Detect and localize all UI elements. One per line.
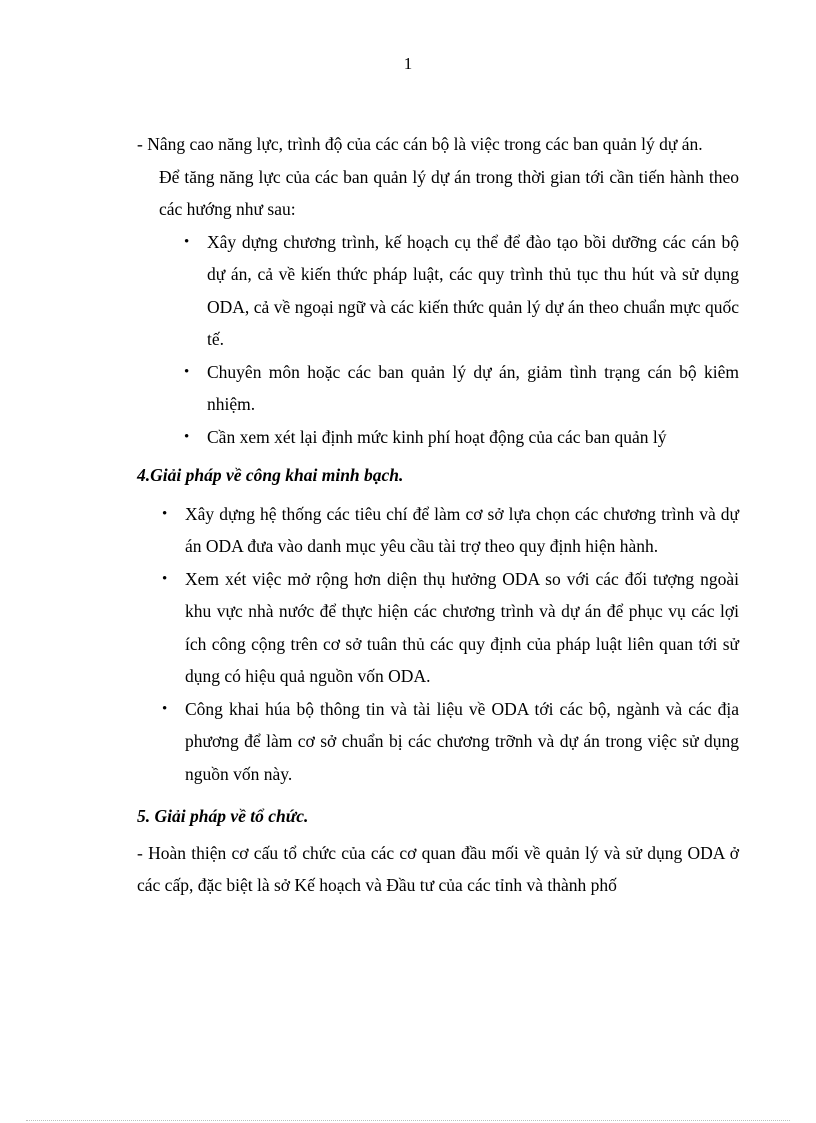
section-heading-5: 5. Giải pháp về tổ chức. bbox=[137, 806, 309, 826]
page-bottom-rule bbox=[26, 1120, 790, 1121]
list-item bbox=[137, 563, 739, 693]
document-body bbox=[137, 128, 739, 902]
capacity-bullet-list bbox=[159, 226, 739, 454]
list-item-text: Xem xét việc mở rộng hơn diện thụ hưởng ODA so với các đối tượng ngoài khu vực nhà nước để thực hiện các chương trình và dự án để phục vụ các lợi ích công cộng trên cơ sở tuân thủ các quy định của pháp luật liên quan tới sử dụng có hiệu quả nguồn vốn ODA. bbox=[185, 568, 739, 686]
bullet-icon: • bbox=[184, 363, 190, 380]
list-item-text: Công khai húa bộ thông tin và tài liệu về ODA tới các bộ, ngành và các địa phương để làm cơ sở chuẩn bị các chương trỡnh và dự án trong việc sử dụng nguồn vốn này. bbox=[185, 698, 739, 784]
list-item-text: Cần xem xét lại định mức kinh phí hoạt động của các ban quản lý bbox=[207, 426, 667, 447]
bullet-icon: • bbox=[162, 700, 168, 717]
bullet-icon: • bbox=[162, 505, 168, 522]
indented-section bbox=[137, 161, 739, 454]
list-item-text: Xây dựng hệ thống các tiêu chí để làm cơ sở lựa chọn các chương trình và dự án ODA đưa vào danh mục yêu cầu tài trợ theo quy định hiện hành. bbox=[185, 503, 739, 556]
list-item-text: Chuyên môn hoặc các ban quản lý dự án, giảm tình trạng cán bộ kiêm nhiệm. bbox=[207, 361, 739, 414]
final-paragraph: - Hoàn thiện cơ cấu tổ chức của các cơ quan đầu mối về quản lý và sử dụng ODA ở các cấp, đặc biệt là sở Kế hoạch và Đầu tư của các tỉnh và thành phố bbox=[137, 842, 739, 895]
list-item bbox=[137, 498, 739, 563]
list-item bbox=[159, 356, 739, 421]
list-item bbox=[159, 226, 739, 356]
list-item-text: Xây dựng chương trình, kế hoạch cụ thể để đào tạo bồi dưỡng các cán bộ dự án, cả về kiến thức pháp luật, các quy trình thủ tục thu hút và sử dụng ODA, cả về ngoại ngữ và các kiến thức quản lý dự án theo chuẩn mực quốc tế. bbox=[207, 231, 739, 349]
bullet-icon: • bbox=[184, 428, 190, 445]
bullet-icon: • bbox=[162, 570, 168, 587]
list-item bbox=[137, 693, 739, 791]
intro-paragraph: - Nâng cao năng lực, trình độ của các cán bộ là việc trong các ban quản lý dự án. bbox=[137, 134, 703, 154]
page-number: 1 bbox=[403, 54, 413, 73]
section-heading-4: 4.Giải pháp về công khai minh bạch. bbox=[137, 465, 404, 485]
transparency-bullet-list bbox=[137, 498, 739, 791]
lead-paragraph: Để tăng năng lực của các ban quản lý dự án trong thời gian tới cần tiến hành theo các hướng như sau: bbox=[159, 166, 739, 219]
list-item bbox=[159, 421, 739, 454]
bullet-icon: • bbox=[184, 233, 190, 250]
